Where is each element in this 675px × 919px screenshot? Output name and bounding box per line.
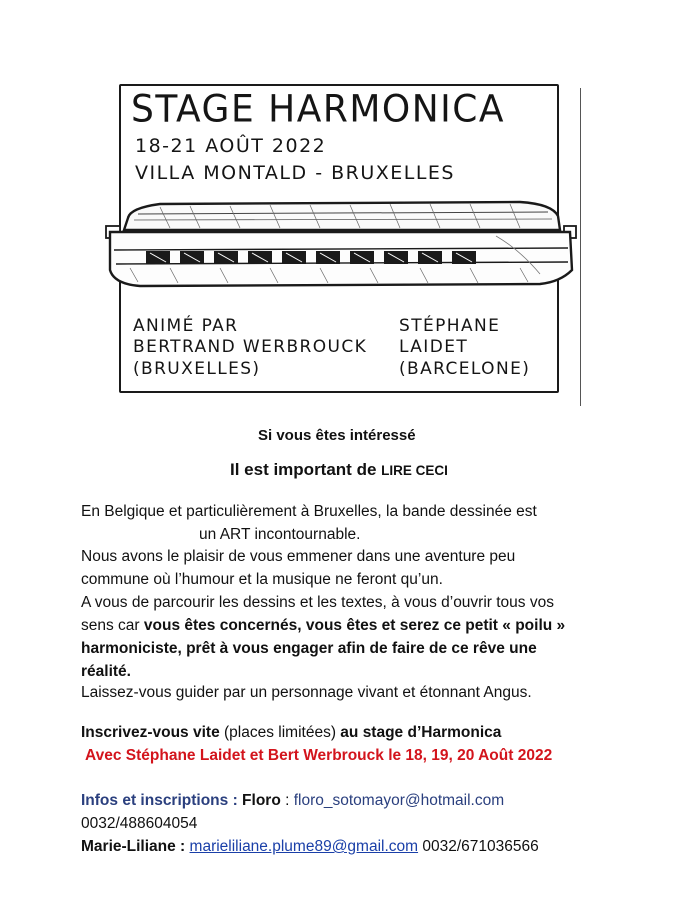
paragraph-3-line-2 bbox=[81, 614, 565, 637]
paragraph-2-line-1: Nous avons le plaisir de vous emmener dans une aventure peu bbox=[81, 548, 516, 565]
paragraph-3 bbox=[81, 591, 565, 683]
paragraph-2 bbox=[81, 545, 515, 591]
paragraph-3-line-2-bold: vous êtes concernés, vous êtes et serez ce petit « poilu » bbox=[143, 617, 566, 634]
contact-label-marie-liliane: Marie-Liliane : bbox=[81, 838, 186, 855]
poster-credit-right-line-2: LAIDET bbox=[399, 337, 469, 357]
contact-phone-marie-liliane: 0032/671036566 bbox=[418, 838, 539, 855]
poster-credit-left-line-1: ANIMÉ PAR bbox=[133, 316, 239, 336]
paragraph-3-line-4: réalité. bbox=[81, 663, 131, 680]
signup-bold-2: au stage d’Harmonica bbox=[340, 724, 502, 741]
paragraph-1-line-2: un ART incontournable. bbox=[199, 526, 361, 543]
important-heading bbox=[230, 458, 448, 482]
signup-plain: (places limitées) bbox=[219, 724, 341, 741]
paragraph-3-line-2-plain: sens car bbox=[81, 617, 144, 634]
paragraph-3-line-3: harmoniciste, prêt à vous engager afin de faire de ce rêve une bbox=[81, 640, 537, 657]
contact-name-floro: Floro bbox=[237, 792, 281, 809]
poster-credit-left-line-2: BERTRAND WERBROUCK bbox=[133, 337, 368, 357]
poster-credit-right-line-3: (BARCELONE) bbox=[399, 359, 531, 379]
poster-title: STAGE HARMONICA bbox=[131, 87, 506, 132]
poster-credit-left-line-3: (BRUXELLES) bbox=[133, 359, 261, 379]
contact-marie-liliane bbox=[81, 835, 539, 858]
interest-heading: Si vous êtes intéressé bbox=[258, 427, 416, 444]
contact-label-infos: Infos et inscriptions : bbox=[81, 792, 238, 809]
poster-credit-right-line-1: STÉPHANE bbox=[399, 316, 501, 336]
important-caps: LIRE CECI bbox=[381, 463, 448, 478]
contact-floro bbox=[81, 789, 504, 812]
poster-dates: 18-21 AOÛT 2022 bbox=[135, 135, 327, 157]
side-divider-line bbox=[580, 88, 581, 406]
signup-line bbox=[81, 721, 501, 744]
contact-phone-floro: 0032/488604054 bbox=[81, 815, 198, 832]
signup-bold-1: Inscrivez-vous vite bbox=[81, 724, 220, 741]
harmonica-drawing bbox=[100, 190, 578, 294]
poster-illustration bbox=[119, 84, 559, 393]
poster-venue: VILLA MONTALD - BRUXELLES bbox=[135, 162, 455, 184]
important-prefix: Il est important de bbox=[230, 460, 382, 479]
paragraph-1-line-1: En Belgique et particulièrement à Bruxelles, la bande dessinée est bbox=[81, 503, 537, 520]
contact-email-marie-liliane-link[interactable]: marieliliane.plume89@gmail.com bbox=[189, 838, 419, 855]
paragraph-4: Laissez-vous guider par un personnage vivant et étonnant Angus. bbox=[81, 684, 532, 701]
paragraph-2-line-2: commune où l’humour et la musique ne feront qu’un. bbox=[81, 571, 443, 588]
paragraph-3-line-1: A vous de parcourir les dessins et les textes, à vous d’ouvrir tous vos bbox=[81, 594, 554, 611]
contact-email-floro[interactable]: floro_sotomayor@hotmail.com bbox=[293, 792, 505, 809]
contact-separator: : bbox=[280, 792, 294, 809]
stage-dates-line: Avec Stéphane Laidet et Bert Werbrouck le 18, 19, 20 Août 2022 bbox=[85, 747, 553, 764]
